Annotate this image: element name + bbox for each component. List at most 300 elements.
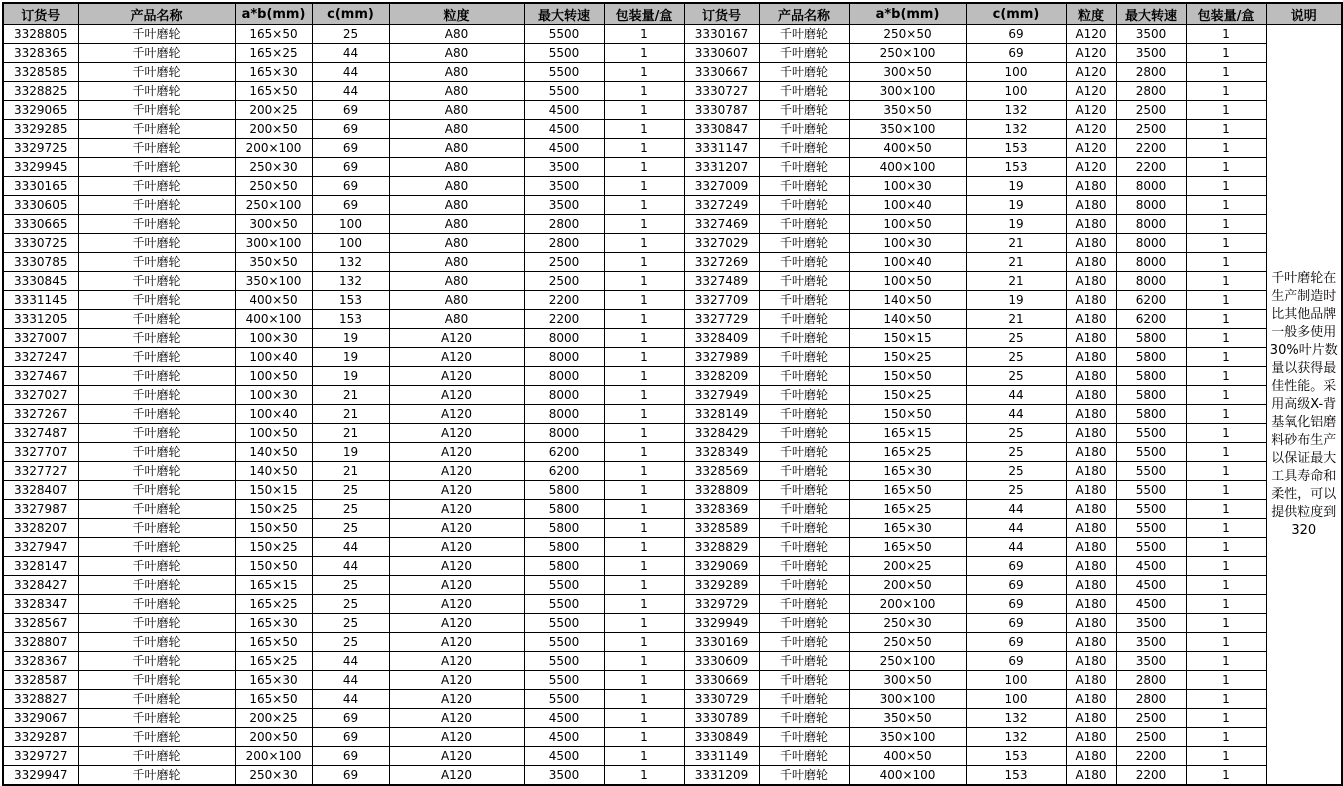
cell-grit-2: A180 [1066, 462, 1116, 481]
cell-product-name: 千叶磨轮 [78, 766, 235, 786]
cell-pack-qty-2: 1 [1186, 253, 1266, 272]
cell-order-no-2: 3330667 [684, 63, 759, 82]
cell-c-mm-2: 44 [966, 538, 1066, 557]
cell-product-name-2: 千叶磨轮 [759, 234, 849, 253]
cell-max-speed: 5500 [524, 671, 604, 690]
cell-a-by-b-2: 250×30 [849, 614, 966, 633]
table-row [3, 291, 1342, 310]
cell-grit: A120 [389, 652, 524, 671]
cell-pack-qty: 1 [604, 63, 684, 82]
cell-order-no: 3328587 [3, 671, 78, 690]
cell-pack-qty-2: 1 [1186, 215, 1266, 234]
cell-a-by-b: 150×50 [235, 519, 312, 538]
cell-a-by-b-2: 350×100 [849, 120, 966, 139]
cell-pack-qty-2: 1 [1186, 310, 1266, 329]
cell-c-mm-2: 69 [966, 652, 1066, 671]
cell-product-name-2: 千叶磨轮 [759, 310, 849, 329]
cell-order-no-2: 3331149 [684, 747, 759, 766]
cell-max-speed-2: 8000 [1116, 177, 1186, 196]
header-a-by-b-mm: a*b(mm) [235, 3, 312, 25]
cell-pack-qty-2: 1 [1186, 424, 1266, 443]
cell-c-mm-2: 153 [966, 139, 1066, 158]
cell-product-name: 千叶磨轮 [78, 234, 235, 253]
cell-order-no: 3327727 [3, 462, 78, 481]
cell-pack-qty-2: 1 [1186, 234, 1266, 253]
cell-product-name: 千叶磨轮 [78, 747, 235, 766]
cell-a-by-b: 100×30 [235, 329, 312, 348]
cell-product-name-2: 千叶磨轮 [759, 63, 849, 82]
cell-max-speed-2: 5800 [1116, 386, 1186, 405]
header-row [3, 3, 1342, 25]
cell-order-no-2: 3327249 [684, 196, 759, 215]
cell-c-mm-2: 25 [966, 481, 1066, 500]
cell-pack-qty-2: 1 [1186, 633, 1266, 652]
cell-a-by-b: 250×100 [235, 196, 312, 215]
table-row [3, 25, 1342, 44]
cell-a-by-b-2: 200×50 [849, 576, 966, 595]
table-row [3, 557, 1342, 576]
table-row [3, 538, 1342, 557]
cell-pack-qty-2: 1 [1186, 690, 1266, 709]
cell-order-no-2: 3329949 [684, 614, 759, 633]
cell-max-speed-2: 8000 [1116, 253, 1186, 272]
cell-pack-qty-2: 1 [1186, 652, 1266, 671]
cell-c-mm: 44 [312, 82, 389, 101]
cell-order-no-2: 3328829 [684, 538, 759, 557]
table-row [3, 462, 1342, 481]
cell-a-by-b: 250×30 [235, 158, 312, 177]
cell-c-mm: 69 [312, 728, 389, 747]
cell-pack-qty: 1 [604, 291, 684, 310]
cell-c-mm: 25 [312, 519, 389, 538]
cell-pack-qty-2: 1 [1186, 500, 1266, 519]
cell-grit-2: A180 [1066, 576, 1116, 595]
cell-grit-2: A180 [1066, 329, 1116, 348]
cell-order-no: 3329285 [3, 120, 78, 139]
cell-max-speed: 5800 [524, 500, 604, 519]
cell-c-mm: 21 [312, 424, 389, 443]
cell-c-mm-2: 100 [966, 690, 1066, 709]
cell-grit-2: A180 [1066, 538, 1116, 557]
cell-grit-2: A180 [1066, 519, 1116, 538]
cell-max-speed-2: 6200 [1116, 310, 1186, 329]
cell-grit: A80 [389, 44, 524, 63]
cell-grit-2: A180 [1066, 424, 1116, 443]
cell-c-mm: 44 [312, 652, 389, 671]
table-row [3, 614, 1342, 633]
cell-a-by-b-2: 300×100 [849, 82, 966, 101]
cell-max-speed: 2800 [524, 234, 604, 253]
cell-max-speed-2: 2500 [1116, 728, 1186, 747]
cell-c-mm-2: 153 [966, 158, 1066, 177]
cell-product-name-2: 千叶磨轮 [759, 766, 849, 786]
cell-max-speed: 4500 [524, 709, 604, 728]
cell-order-no-2: 3330607 [684, 44, 759, 63]
cell-a-by-b-2: 250×100 [849, 652, 966, 671]
cell-max-speed-2: 2800 [1116, 63, 1186, 82]
table-row [3, 329, 1342, 348]
cell-a-by-b: 300×100 [235, 234, 312, 253]
cell-grit-2: A180 [1066, 215, 1116, 234]
cell-a-by-b-2: 400×100 [849, 766, 966, 786]
cell-pack-qty-2: 1 [1186, 44, 1266, 63]
cell-order-no-2: 3328369 [684, 500, 759, 519]
cell-c-mm: 44 [312, 538, 389, 557]
cell-a-by-b-2: 150×50 [849, 367, 966, 386]
table-row [3, 766, 1342, 786]
cell-grit: A120 [389, 481, 524, 500]
cell-pack-qty-2: 1 [1186, 519, 1266, 538]
cell-pack-qty: 1 [604, 329, 684, 348]
cell-a-by-b-2: 150×15 [849, 329, 966, 348]
cell-grit-2: A180 [1066, 443, 1116, 462]
cell-order-no: 3331205 [3, 310, 78, 329]
cell-grit: A80 [389, 272, 524, 291]
cell-a-by-b: 200×100 [235, 747, 312, 766]
cell-grit: A80 [389, 82, 524, 101]
cell-product-name-2: 千叶磨轮 [759, 633, 849, 652]
cell-product-name: 千叶磨轮 [78, 158, 235, 177]
cell-grit-2: A180 [1066, 690, 1116, 709]
cell-a-by-b-2: 250×50 [849, 25, 966, 44]
cell-c-mm: 21 [312, 462, 389, 481]
cell-order-no-2: 3331147 [684, 139, 759, 158]
header-grit-2: 粒度 [1066, 3, 1116, 25]
cell-order-no-2: 3328569 [684, 462, 759, 481]
cell-pack-qty-2: 1 [1186, 177, 1266, 196]
cell-a-by-b-2: 300×50 [849, 671, 966, 690]
cell-pack-qty: 1 [604, 82, 684, 101]
cell-pack-qty-2: 1 [1186, 196, 1266, 215]
cell-order-no: 3328367 [3, 652, 78, 671]
cell-pack-qty: 1 [604, 500, 684, 519]
cell-product-name-2: 千叶磨轮 [759, 177, 849, 196]
cell-order-no: 3327947 [3, 538, 78, 557]
cell-grit: A80 [389, 234, 524, 253]
header-product-name-2: 产品名称 [759, 3, 849, 25]
cell-order-no: 3330785 [3, 253, 78, 272]
cell-grit: A80 [389, 158, 524, 177]
cell-c-mm: 21 [312, 386, 389, 405]
cell-order-no: 3328807 [3, 633, 78, 652]
cell-a-by-b-2: 350×100 [849, 728, 966, 747]
cell-a-by-b: 165×50 [235, 633, 312, 652]
cell-order-no-2: 3328209 [684, 367, 759, 386]
cell-c-mm-2: 19 [966, 291, 1066, 310]
cell-grit-2: A180 [1066, 500, 1116, 519]
cell-grit-2: A180 [1066, 386, 1116, 405]
cell-c-mm: 69 [312, 766, 389, 786]
cell-max-speed: 8000 [524, 367, 604, 386]
notes-cell: 千叶磨轮在生产制造时比其他品牌一般多使用30%叶片数量以获得最佳性能。采用高级X-背基氧化铝磨料砂布生产以保证最大工具寿命和柔性，可以提供粒度到320 [1266, 25, 1342, 786]
cell-grit: A80 [389, 177, 524, 196]
cell-max-speed: 2800 [524, 215, 604, 234]
cell-grit-2: A180 [1066, 196, 1116, 215]
cell-product-name-2: 千叶磨轮 [759, 367, 849, 386]
cell-c-mm-2: 100 [966, 63, 1066, 82]
cell-product-name-2: 千叶磨轮 [759, 101, 849, 120]
cell-a-by-b: 165×50 [235, 82, 312, 101]
cell-grit-2: A180 [1066, 177, 1116, 196]
cell-a-by-b: 100×40 [235, 405, 312, 424]
cell-max-speed-2: 3500 [1116, 44, 1186, 63]
cell-order-no: 3329067 [3, 709, 78, 728]
cell-grit: A80 [389, 139, 524, 158]
cell-c-mm: 100 [312, 215, 389, 234]
cell-product-name: 千叶磨轮 [78, 196, 235, 215]
cell-a-by-b: 250×30 [235, 766, 312, 786]
cell-grit: A80 [389, 101, 524, 120]
cell-product-name: 千叶磨轮 [78, 329, 235, 348]
table-row [3, 196, 1342, 215]
cell-product-name-2: 千叶磨轮 [759, 595, 849, 614]
cell-grit-2: A180 [1066, 766, 1116, 786]
cell-max-speed-2: 5500 [1116, 519, 1186, 538]
cell-a-by-b-2: 200×100 [849, 595, 966, 614]
cell-c-mm-2: 21 [966, 234, 1066, 253]
cell-product-name-2: 千叶磨轮 [759, 519, 849, 538]
cell-grit-2: A180 [1066, 234, 1116, 253]
cell-c-mm: 153 [312, 310, 389, 329]
cell-max-speed-2: 8000 [1116, 196, 1186, 215]
cell-grit-2: A180 [1066, 614, 1116, 633]
cell-pack-qty-2: 1 [1186, 348, 1266, 367]
cell-a-by-b: 100×30 [235, 386, 312, 405]
cell-max-speed-2: 5500 [1116, 443, 1186, 462]
cell-product-name: 千叶磨轮 [78, 443, 235, 462]
cell-c-mm-2: 100 [966, 82, 1066, 101]
cell-grit: A120 [389, 500, 524, 519]
cell-a-by-b: 140×50 [235, 443, 312, 462]
cell-a-by-b-2: 165×50 [849, 481, 966, 500]
table-row [3, 158, 1342, 177]
cell-c-mm-2: 19 [966, 215, 1066, 234]
cell-order-no-2: 3328149 [684, 405, 759, 424]
table-row [3, 44, 1342, 63]
cell-product-name: 千叶磨轮 [78, 481, 235, 500]
cell-order-no: 3327707 [3, 443, 78, 462]
cell-order-no: 3328407 [3, 481, 78, 500]
cell-c-mm: 19 [312, 367, 389, 386]
cell-max-speed: 2200 [524, 291, 604, 310]
cell-order-no-2: 3330847 [684, 120, 759, 139]
cell-order-no: 3327487 [3, 424, 78, 443]
cell-max-speed-2: 2500 [1116, 709, 1186, 728]
cell-max-speed-2: 2800 [1116, 671, 1186, 690]
cell-product-name: 千叶磨轮 [78, 424, 235, 443]
cell-max-speed: 5500 [524, 63, 604, 82]
cell-product-name: 千叶磨轮 [78, 405, 235, 424]
cell-order-no-2: 3330727 [684, 82, 759, 101]
cell-max-speed: 5800 [524, 557, 604, 576]
cell-a-by-b: 165×30 [235, 671, 312, 690]
cell-order-no-2: 3328349 [684, 443, 759, 462]
cell-max-speed-2: 2200 [1116, 139, 1186, 158]
cell-pack-qty: 1 [604, 519, 684, 538]
cell-max-speed-2: 5500 [1116, 462, 1186, 481]
cell-pack-qty-2: 1 [1186, 329, 1266, 348]
header-product-name: 产品名称 [78, 3, 235, 25]
cell-a-by-b-2: 400×100 [849, 158, 966, 177]
cell-pack-qty-2: 1 [1186, 82, 1266, 101]
cell-product-name: 千叶磨轮 [78, 690, 235, 709]
cell-pack-qty: 1 [604, 766, 684, 786]
cell-a-by-b: 150×50 [235, 557, 312, 576]
cell-pack-qty: 1 [604, 747, 684, 766]
cell-product-name: 千叶磨轮 [78, 272, 235, 291]
cell-product-name: 千叶磨轮 [78, 25, 235, 44]
cell-order-no: 3328567 [3, 614, 78, 633]
cell-order-no-2: 3331207 [684, 158, 759, 177]
cell-a-by-b-2: 165×15 [849, 424, 966, 443]
cell-c-mm-2: 44 [966, 519, 1066, 538]
header-notes: 说明 [1266, 3, 1342, 25]
cell-pack-qty: 1 [604, 538, 684, 557]
cell-grit-2: A180 [1066, 310, 1116, 329]
cell-product-name: 千叶磨轮 [78, 557, 235, 576]
cell-pack-qty: 1 [604, 234, 684, 253]
cell-pack-qty-2: 1 [1186, 576, 1266, 595]
cell-max-speed-2: 8000 [1116, 234, 1186, 253]
table-row [3, 652, 1342, 671]
cell-c-mm: 21 [312, 405, 389, 424]
cell-product-name: 千叶磨轮 [78, 538, 235, 557]
table-row [3, 386, 1342, 405]
cell-max-speed-2: 2500 [1116, 120, 1186, 139]
cell-max-speed-2: 8000 [1116, 272, 1186, 291]
table-row [3, 120, 1342, 139]
cell-max-speed-2: 3500 [1116, 633, 1186, 652]
cell-a-by-b-2: 165×30 [849, 519, 966, 538]
cell-c-mm: 19 [312, 443, 389, 462]
cell-pack-qty-2: 1 [1186, 538, 1266, 557]
cell-pack-qty-2: 1 [1186, 709, 1266, 728]
cell-grit-2: A180 [1066, 595, 1116, 614]
cell-max-speed-2: 5500 [1116, 424, 1186, 443]
cell-c-mm-2: 21 [966, 310, 1066, 329]
table-row [3, 481, 1342, 500]
cell-a-by-b-2: 140×50 [849, 310, 966, 329]
table-row [3, 443, 1342, 462]
cell-pack-qty-2: 1 [1186, 671, 1266, 690]
table-row [3, 310, 1342, 329]
cell-grit-2: A180 [1066, 291, 1116, 310]
cell-pack-qty-2: 1 [1186, 766, 1266, 786]
cell-a-by-b: 150×25 [235, 500, 312, 519]
cell-c-mm: 69 [312, 139, 389, 158]
cell-c-mm: 19 [312, 348, 389, 367]
cell-grit: A120 [389, 367, 524, 386]
cell-max-speed-2: 2200 [1116, 766, 1186, 786]
cell-c-mm: 44 [312, 671, 389, 690]
cell-product-name: 千叶磨轮 [78, 82, 235, 101]
header-max-speed: 最大转速 [524, 3, 604, 25]
cell-product-name-2: 千叶磨轮 [759, 671, 849, 690]
cell-a-by-b: 165×50 [235, 25, 312, 44]
cell-grit: A120 [389, 405, 524, 424]
cell-product-name-2: 千叶磨轮 [759, 215, 849, 234]
cell-grit-2: A180 [1066, 728, 1116, 747]
table-header [3, 3, 1342, 25]
cell-order-no: 3330165 [3, 177, 78, 196]
cell-product-name: 千叶磨轮 [78, 44, 235, 63]
header-order-no: 订货号 [3, 3, 78, 25]
cell-order-no-2: 3327989 [684, 348, 759, 367]
cell-c-mm: 100 [312, 234, 389, 253]
cell-grit: A120 [389, 595, 524, 614]
cell-product-name-2: 千叶磨轮 [759, 614, 849, 633]
cell-c-mm: 132 [312, 272, 389, 291]
cell-a-by-b-2: 165×25 [849, 443, 966, 462]
header-pack-qty-2: 包装量/盒 [1186, 3, 1266, 25]
cell-pack-qty-2: 1 [1186, 139, 1266, 158]
table-row [3, 633, 1342, 652]
cell-max-speed: 4500 [524, 120, 604, 139]
cell-max-speed: 8000 [524, 329, 604, 348]
cell-order-no-2: 3330789 [684, 709, 759, 728]
cell-grit-2: A180 [1066, 348, 1116, 367]
cell-c-mm-2: 69 [966, 44, 1066, 63]
cell-c-mm: 69 [312, 158, 389, 177]
cell-a-by-b: 150×15 [235, 481, 312, 500]
cell-grit: A120 [389, 538, 524, 557]
cell-pack-qty-2: 1 [1186, 595, 1266, 614]
cell-pack-qty: 1 [604, 386, 684, 405]
cell-max-speed: 6200 [524, 462, 604, 481]
table-row [3, 728, 1342, 747]
table-row [3, 139, 1342, 158]
cell-max-speed-2: 3500 [1116, 652, 1186, 671]
cell-grit: A80 [389, 215, 524, 234]
cell-a-by-b-2: 400×50 [849, 747, 966, 766]
header-a-by-b-mm-2: a*b(mm) [849, 3, 966, 25]
cell-grit-2: A180 [1066, 272, 1116, 291]
cell-product-name: 千叶磨轮 [78, 519, 235, 538]
cell-a-by-b-2: 350×50 [849, 101, 966, 120]
cell-a-by-b-2: 100×40 [849, 253, 966, 272]
cell-max-speed: 3500 [524, 196, 604, 215]
cell-max-speed: 5500 [524, 595, 604, 614]
cell-order-no: 3327267 [3, 405, 78, 424]
table-row [3, 367, 1342, 386]
cell-c-mm: 69 [312, 177, 389, 196]
cell-c-mm-2: 25 [966, 367, 1066, 386]
cell-a-by-b-2: 350×50 [849, 709, 966, 728]
cell-order-no-2: 3328809 [684, 481, 759, 500]
cell-product-name-2: 千叶磨轮 [759, 25, 849, 44]
cell-a-by-b-2: 150×50 [849, 405, 966, 424]
cell-a-by-b-2: 140×50 [849, 291, 966, 310]
cell-order-no-2: 3329729 [684, 595, 759, 614]
table-row [3, 519, 1342, 538]
cell-c-mm: 69 [312, 709, 389, 728]
cell-a-by-b: 100×40 [235, 348, 312, 367]
cell-order-no: 3330725 [3, 234, 78, 253]
cell-pack-qty-2: 1 [1186, 367, 1266, 386]
cell-max-speed-2: 5800 [1116, 329, 1186, 348]
cell-max-speed-2: 5500 [1116, 481, 1186, 500]
cell-max-speed: 8000 [524, 424, 604, 443]
cell-a-by-b: 165×15 [235, 576, 312, 595]
cell-max-speed-2: 8000 [1116, 215, 1186, 234]
cell-grit: A80 [389, 196, 524, 215]
cell-grit: A120 [389, 766, 524, 786]
cell-order-no: 3330845 [3, 272, 78, 291]
cell-product-name: 千叶磨轮 [78, 253, 235, 272]
cell-product-name-2: 千叶磨轮 [759, 44, 849, 63]
cell-grit-2: A180 [1066, 652, 1116, 671]
table-row [3, 424, 1342, 443]
